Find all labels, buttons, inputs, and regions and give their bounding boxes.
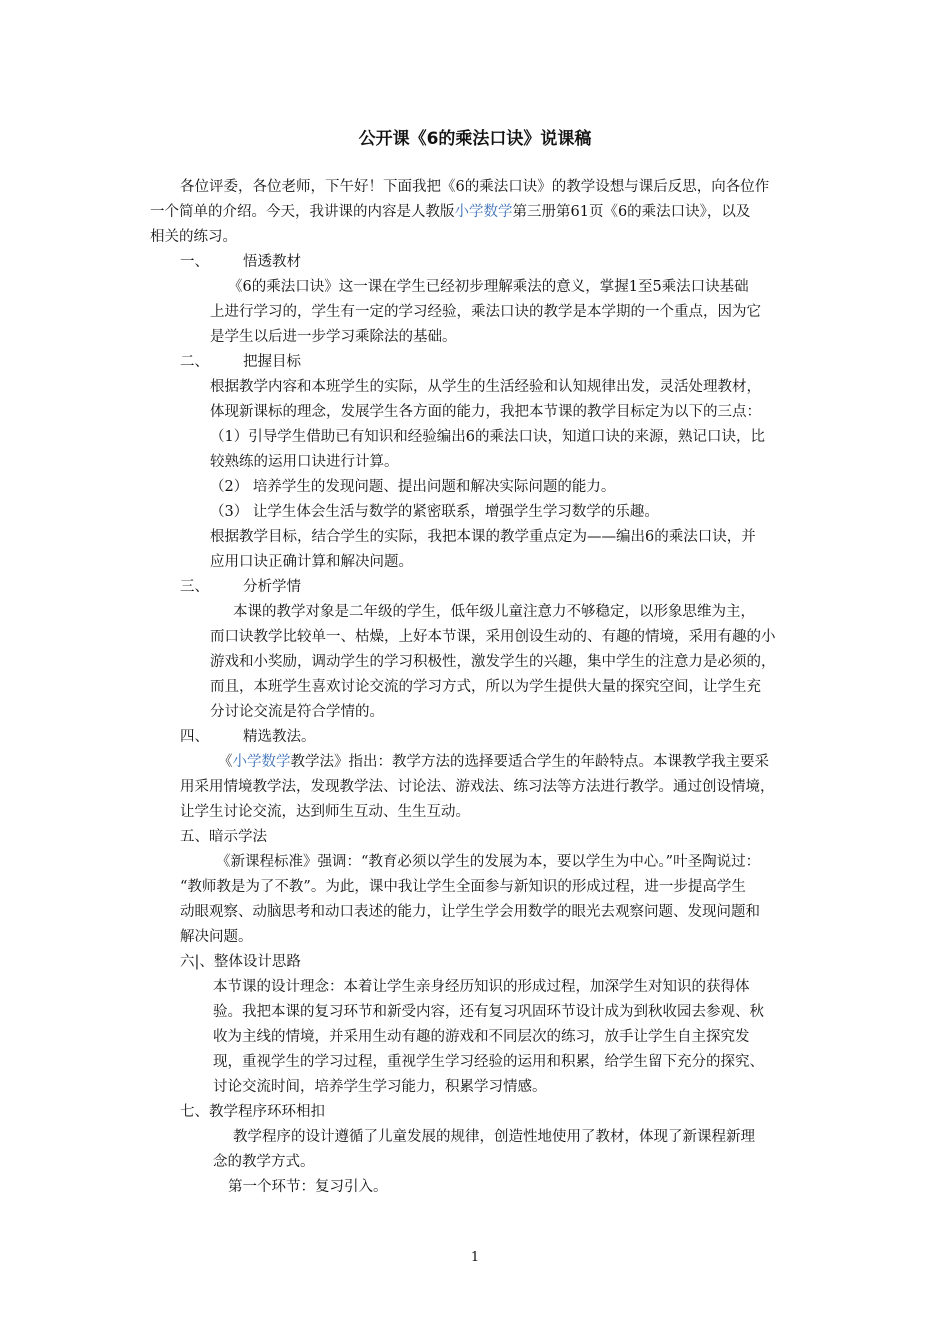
section-4-line-1-b: 教学法》指出：教学方法的选择要适合学生的年龄特点。本课教学我主要采	[290, 754, 769, 770]
section-2-line-5: （2） 培养学生的发现问题、提出问题和解决实际问题的能力。	[210, 479, 616, 495]
section-4-line-1	[218, 752, 769, 772]
section-4-line-1-a: 《	[218, 754, 233, 770]
intro-line-3: 相关的练习。	[150, 229, 237, 245]
section-1-line-1: 《6的乘法口诀》这一课在学生已经初步理解乘法的意义，掌握1至5乘法口诀基础	[228, 279, 749, 295]
section-6-line-4: 现，重视学生的学习过程，重视学生学习经验的运用和积累，给学生留下充分的探究、	[213, 1054, 764, 1070]
section-1-heading: 悟透教材	[243, 254, 301, 270]
section-3-line-4: 而且，本班学生喜欢讨论交流的学习方式，所以为学生提供大量的探究空间，让学生充	[210, 679, 761, 695]
section-4-heading: 精选教法。	[243, 729, 316, 745]
section-6-heading: 六|、整体设计思路	[180, 954, 301, 970]
intro-line-2	[150, 202, 750, 222]
section-3-line-2: 而口诀教学比较单一、枯燥，上好本节课，采用创设生动的、有趣的情境，采用有趣的小	[210, 629, 776, 645]
section-5-heading: 五、暗示学法	[180, 829, 267, 845]
section-6-line-1: 本节课的设计理念：本着让学生亲身经历知识的形成过程，加深学生对知识的获得体	[213, 979, 750, 995]
section-2-line-4: 较熟练的运用口诀进行计算。	[210, 454, 399, 470]
link-primary-math-teaching[interactable]: 小学数学	[232, 754, 291, 770]
intro-line-2-b: 第三册第61页《6的乘法口诀》，以及	[512, 204, 751, 220]
page-number: 1	[470, 1250, 480, 1265]
section-6-line-5: 讨论交流时间，培养学生学习能力，积累学习情感。	[213, 1079, 547, 1095]
section-4-line-3: 让学生讨论交流，达到师生互动、生生互动。	[180, 804, 470, 820]
section-3-heading: 分析学情	[243, 579, 301, 595]
section-5-line-2: “教师教是为了不教”。为此，课中我让学生全面参与新知识的形成过程，进一步提高学生	[180, 879, 746, 895]
section-4-line-2: 用采用情境教学法，发现教学法、讨论法、游戏法、练习法等方法进行教学。通过创设情境，	[180, 779, 775, 795]
section-3-line-1: 本课的教学对象是二年级的学生，低年级儿童注意力不够稳定，以形象思维为主，	[233, 604, 755, 620]
section-2-heading: 把握目标	[243, 354, 301, 370]
section-2-line-6: （3） 让学生体会生活与数学的紧密联系，增强学生学习数学的乐趣。	[210, 504, 659, 520]
section-2-line-1: 根据教学内容和本班学生的实际，从学生的生活经验和认知规律出发，灵活处理教材，	[210, 379, 761, 395]
intro-line-2-a: 一个简单的介绍。今天，我讲课的内容是人教版	[150, 204, 455, 220]
section-4-number: 四、	[180, 729, 209, 745]
link-primary-math[interactable]: 小学数学	[454, 204, 513, 220]
section-1-line-3: 是学生以后进一步学习乘除法的基础。	[210, 329, 457, 345]
section-5-line-3: 动眼观察、动脑思考和动口表述的能力，让学生学会用数学的眼光去观察问题、发现问题和	[180, 904, 760, 920]
section-1-line-2: 上进行学习的，学生有一定的学习经验，乘法口诀的教学是本学期的一个重点，因为它	[210, 304, 761, 320]
section-2-line-2: 体现新课标的理念，发展学生各方面的能力，我把本节课的教学目标定为以下的三点：	[210, 404, 761, 420]
section-6-line-2: 验。我把本课的复习环节和新受内容，还有复习巩固环节设计成为到秋收园去参观、秋	[213, 1004, 764, 1020]
section-5-line-1: 《新课程标准》强调：“教育必须以学生的发展为本，要以学生为中心。”叶圣陶说过：	[216, 854, 761, 870]
section-2-number: 二、	[180, 354, 209, 370]
section-3-line-3: 游戏和小奖励，调动学生的学习积极性，激发学生的兴趣，集中学生的注意力是必须的，	[210, 654, 776, 670]
section-2-line-7: 根据教学目标，结合学生的实际，我把本课的教学重点定为——编出6的乘法口诀，并	[210, 529, 756, 545]
section-3-number: 三、	[180, 579, 209, 595]
section-7-line-2: 念的教学方式。	[213, 1154, 315, 1170]
section-6-line-3: 收为主线的情境，并采用生动有趣的游戏和不同层次的练习，放手让学生自主探究发	[213, 1029, 750, 1045]
section-3-line-5: 分讨论交流是符合学情的。	[210, 704, 384, 720]
intro-line-1: 各位评委，各位老师，下午好！下面我把《6的乘法口诀》的教学设想与课后反思，向各位作	[180, 179, 770, 195]
section-2-line-8: 应用口诀正确计算和解决问题。	[210, 554, 413, 570]
section-1-number: 一、	[180, 254, 209, 270]
section-2-line-3: （1）引导学生借助已有知识和经验编出6的乘法口诀，知道口诀的来源，熟记口诀，比	[210, 429, 765, 445]
section-7-line-1: 教学程序的设计遵循了儿童发展的规律，创造性地使用了教材，体现了新课程新理	[233, 1129, 755, 1145]
section-5-line-4: 解决问题。	[180, 929, 253, 945]
page-title: 公开课《6的乘法口诀》说课稿	[358, 129, 592, 149]
section-7-line-3: 第一个环节：复习引入。	[228, 1179, 388, 1195]
section-7-heading: 七、教学程序环环相扣	[180, 1104, 325, 1120]
